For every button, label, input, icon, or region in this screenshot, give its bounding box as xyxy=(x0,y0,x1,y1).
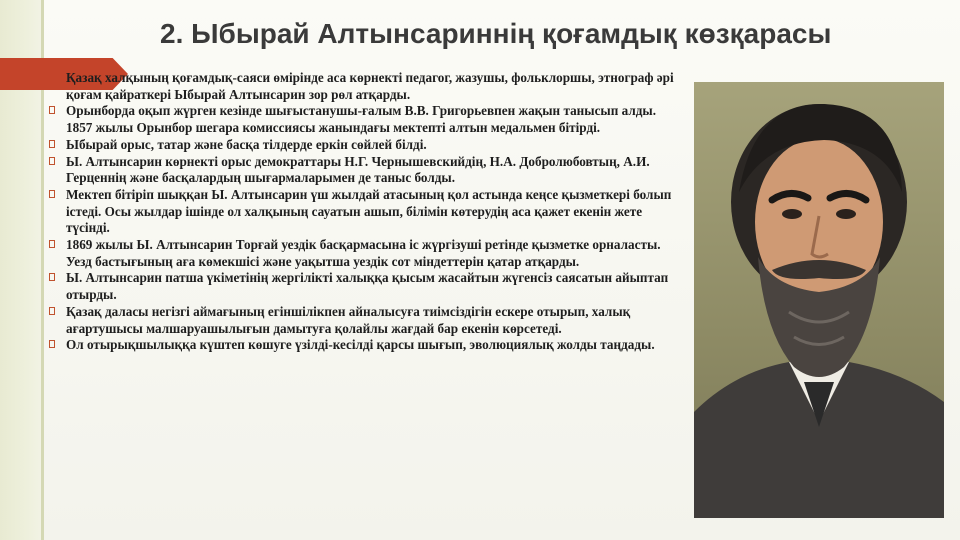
bullet-square-icon xyxy=(49,157,55,165)
paragraph-3 xyxy=(58,137,680,154)
paragraph-text: Ы. Алтынсарин көрнекті орыс демократтары Н.Г. Чернышевскийдің, Н.А. Добролюбовтың, А.И. Герценнің және басқалардың шығармаларымен де таныс болды. xyxy=(66,153,650,186)
bullet-square-icon xyxy=(49,273,55,281)
bullet-square-icon xyxy=(49,140,55,148)
slide-title: 2. Ыбырай Алтынсариннің қоғамдық көзқарасы xyxy=(160,18,832,49)
paragraph-text: 1869 жылы Ы. Алтынсарин Торғай уездік басқармасына іс жүргізуші ретінде қызметке орналасты. Уезд бастығының аға көмекшісі және уақытша уездік сот міндеттерін қатар атқарды. xyxy=(66,237,661,269)
portrait-illustration xyxy=(694,82,944,518)
paragraph-6 xyxy=(58,237,680,270)
slide-body xyxy=(58,70,680,354)
bullet-square-icon xyxy=(49,190,55,198)
paragraph-2 xyxy=(58,103,680,136)
paragraph-text: Ыбырай орыс, татар және басқа тілдерде еркін сөйлей білді. xyxy=(66,136,427,152)
paragraph-text: Ы. Алтынсарин патша үкіметінің жергілікті халыққа қысым жасайтын жүгенсіз саясатын айыптап отырды. xyxy=(66,270,669,303)
paragraph-text: Орынборда оқып жүрген кезінде шығыстанушы-ғалым В.В. Григорьевпен жақын танысып алды. 1857 жылы Орынбор шегара комиссиясы жанындағы мектепті алтын медальмен бітірді. xyxy=(66,103,656,136)
bullet-square-icon xyxy=(49,106,55,114)
paragraph-text: Мектеп бітіріп шыққан Ы. Алтынсарин үш жылдай атасының қол астында кеңсе қызметкері болып істеді. Осы жылдар ішінде ол халқының сауатын ашып, білімін көтерудің аса қажет екенін жете түсінді. xyxy=(66,186,672,236)
paragraph-4 xyxy=(58,154,680,187)
bullet-square-icon xyxy=(49,307,55,315)
portrait-photo-icon xyxy=(694,82,944,518)
paragraph-text: Қазақ даласы негізгі аймағының егіншілікпен айналысуға тиімсіздігін ескере отырып, халық ағартушысы малшаруашылығын дамытуға қолайлы жағдай бар екенін көрсетеді. xyxy=(66,303,631,336)
paragraph-text: Ол отырықшылыққа күштеп көшуге үзілді-кесілді қарсы шығып, эволюциялық жолды таңдады. xyxy=(66,337,655,353)
bullet-square-icon xyxy=(49,340,55,348)
paragraph-1 xyxy=(58,70,680,103)
paragraph-5 xyxy=(58,187,680,237)
paragraph-8 xyxy=(58,304,680,337)
paragraph-text: Қазақ халқының қоғамдық-саяси өмірінде аса көрнекті педагог, жазушы, фольклоршы, этнограф әрі қоғам қайраткері Ыбырай Алтынсарин зор рөл атқарды. xyxy=(66,70,674,102)
bullet-square-icon xyxy=(49,240,55,248)
paragraph-9 xyxy=(58,337,680,354)
paragraph-7 xyxy=(58,270,680,303)
